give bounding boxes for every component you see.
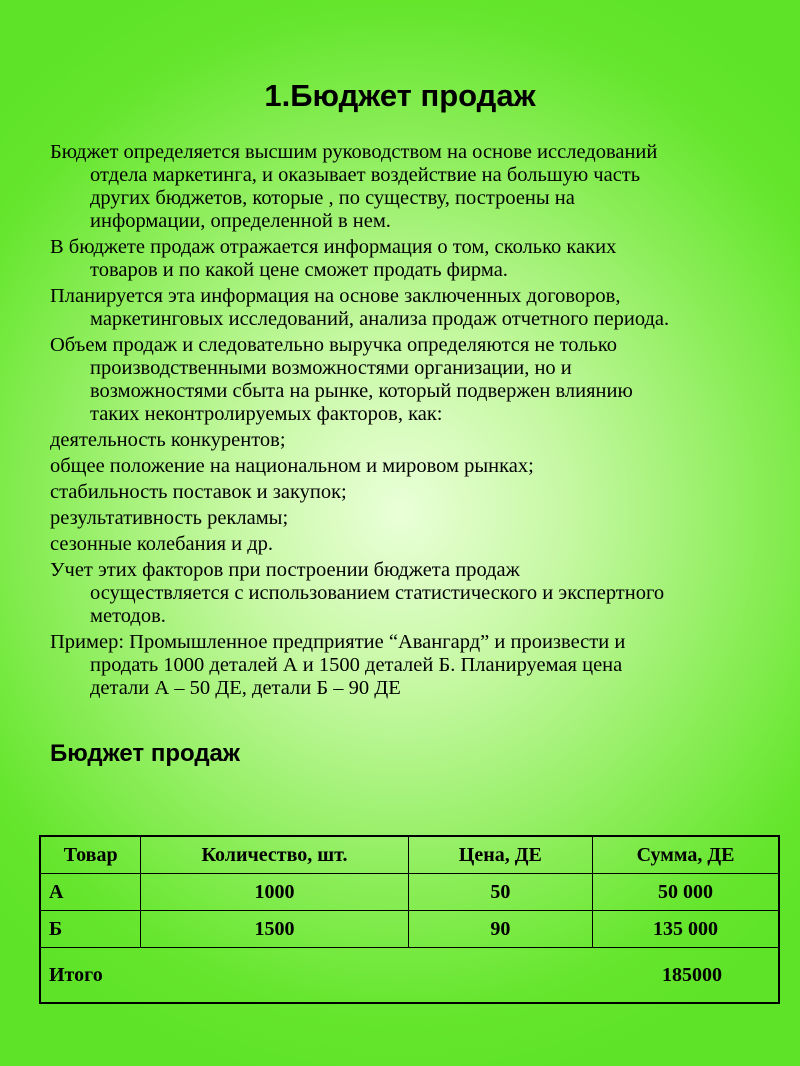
header-cell: Цена, ДЕ	[408, 836, 592, 874]
paragraph-budget-definition	[50, 141, 790, 233]
total-value: 185000	[408, 948, 779, 1004]
text-line: отдела маркетинга, и оказывает воздействие на большую часть	[90, 164, 641, 186]
header-cell: Товар	[40, 836, 141, 874]
table-cell: 1000	[141, 874, 408, 911]
text-line: Пример: Промышленное предприятие “Авангард” и произвести и	[50, 631, 626, 653]
text-line: информации, определенной в нем.	[90, 210, 391, 232]
header-cell: Сумма, ДЕ	[593, 836, 779, 874]
text-line: общее положение на национальном и мировом рынках;	[50, 455, 534, 477]
text-line: товаров и по какой цене сможет продать фирма.	[90, 259, 508, 281]
text-line: сезонные колебания и др.	[50, 533, 274, 555]
table-cell: 90	[408, 911, 592, 948]
table-row	[40, 874, 779, 911]
paragraph-methods	[50, 559, 790, 628]
paragraph-budget-content	[50, 236, 790, 282]
text-line: Бюджет определяется высшим руководством на основе исследований	[50, 141, 658, 163]
table-cell: 50 000	[593, 874, 779, 911]
text-line: детали А – 50 ДЕ, детали Б – 90 ДЕ	[90, 677, 401, 699]
sales-budget-table	[39, 835, 780, 1004]
text-line: других бюджетов, которые , по существу, построены на	[90, 187, 575, 209]
paragraph-sales-volume	[50, 334, 790, 426]
table-cell: 1500	[141, 911, 408, 948]
text-line: таких неконтролируемых факторов, как:	[90, 403, 443, 425]
paragraph-example	[50, 631, 790, 700]
text-line: осуществляется с использованием статистического и экспертного	[90, 582, 665, 604]
factor-item	[50, 481, 790, 504]
text-line: Объем продаж и следовательно выручка определяются не только	[50, 334, 617, 356]
table-header-row	[40, 836, 779, 874]
factor-item	[50, 533, 790, 556]
text-line: В бюджете продаж отражается информация о том, сколько каких	[50, 236, 617, 258]
page-title: 1.Бюджет продаж	[264, 78, 536, 113]
paragraph-planning	[50, 285, 790, 331]
total-label: Итого	[40, 948, 408, 1004]
factor-item	[50, 507, 790, 530]
table-cell: 135 000	[593, 911, 779, 948]
text-line: продать 1000 деталей А и 1500 деталей Б. Планируемая цена	[90, 654, 623, 676]
text-line: маркетинговых исследований, анализа продаж отчетного периода.	[90, 308, 670, 330]
header-cell: Количество, шт.	[141, 836, 408, 874]
text-line: деятельность конкурентов;	[50, 429, 286, 451]
text-line: результативность рекламы;	[50, 507, 289, 529]
text-line: возможностями сбыта на рынке, который подвержен влиянию	[90, 380, 633, 402]
body-text	[50, 141, 790, 703]
table-cell: А	[40, 874, 141, 911]
text-line: Планируется эта информация на основе заключенных договоров,	[50, 285, 621, 307]
table-cell: 50	[408, 874, 592, 911]
text-line: стабильность поставок и закупок;	[50, 481, 347, 503]
table-total-row	[40, 948, 779, 1004]
section-subtitle: Бюджет продаж	[50, 740, 240, 767]
factor-item	[50, 455, 790, 478]
text-line: Учет этих факторов при построении бюджета продаж	[50, 559, 520, 581]
text-line: производственными возможностями организации, но и	[90, 357, 572, 379]
table-row	[40, 911, 779, 948]
factor-item	[50, 429, 790, 452]
table-cell: Б	[40, 911, 141, 948]
text-line: методов.	[90, 605, 166, 627]
